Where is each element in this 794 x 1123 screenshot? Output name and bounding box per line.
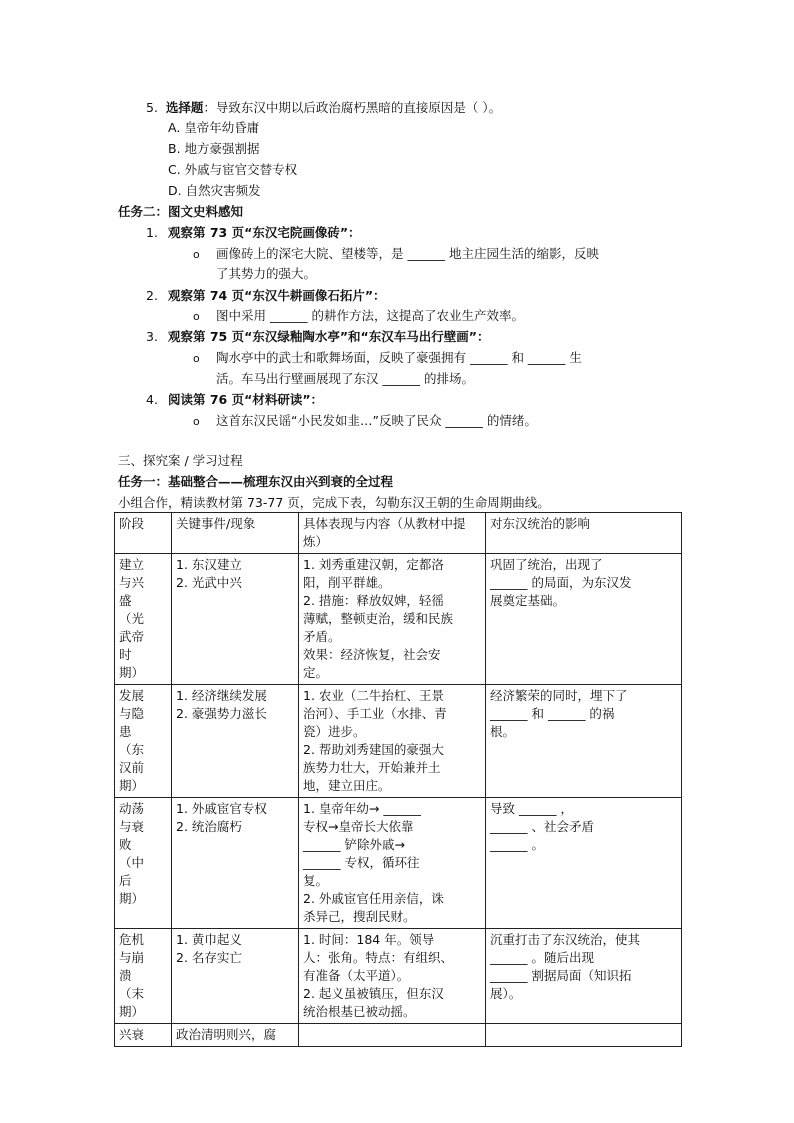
task1-heading: 任务一：基础整合——梳理东汉由兴到衰的全过程: [118, 474, 394, 489]
cell-line: 时: [119, 647, 132, 662]
cell-line: 2. 帮助刘秀建国的豪强大: [303, 742, 444, 757]
cell-line: 2. 措施：释放奴婢，轻徭: [303, 593, 444, 608]
stage-cell: [115, 1024, 172, 1047]
cell-line: 巩固了统治，出现了: [490, 557, 603, 572]
header-impact: 对东汉统治的影响: [486, 513, 682, 554]
cell-line: 1. 黄巾起义: [176, 932, 242, 947]
item-title: 观察第 73 页“东汉宅院画像砖”：: [168, 225, 361, 240]
details-cell: [299, 798, 486, 929]
cell-line: ______ 。: [490, 837, 544, 852]
cell-line: （中: [119, 855, 145, 870]
cell-line: 2. 统治腐朽: [176, 819, 242, 834]
task2-item-1-bullet-line2: 了其势力的强大。: [216, 266, 317, 281]
option-c: C. 外戚与宦官交替专权: [168, 162, 298, 177]
cell-line: 1. 东汉建立: [176, 557, 242, 572]
cell-line: ______ 、社会矛盾: [490, 819, 594, 834]
cell-line: 盛: [119, 593, 132, 608]
question-text: ：导致东汉中期以后政治腐朽黑暗的直接原因是（ ）。: [203, 100, 502, 115]
item-number: 4.: [146, 392, 158, 407]
cell-line: 1. 时间：184 年。领导: [303, 932, 435, 947]
cell-line: 统治根基已被动摇。: [303, 1004, 416, 1019]
item-number: 2.: [146, 288, 158, 303]
cell-line: 1. 皇帝年幼→ ______: [303, 801, 421, 816]
details-cell: [299, 554, 486, 685]
cell-line: ______ 。随后出现: [490, 950, 594, 965]
impact-cell: [486, 1024, 682, 1047]
cell-line: ______ 的局面，为东汉发: [490, 575, 632, 590]
cell-line: 患: [119, 724, 132, 739]
task2-item-4-bullet-line1: 这首东汉民谣“小民发如韭…”反映了民众 ______ 的情绪。: [216, 413, 537, 428]
cell-line: 期）: [119, 665, 145, 680]
cell-line: （东: [119, 742, 145, 757]
cell-line: 专权→皇帝长大依靠: [303, 819, 414, 834]
stage-cell: [115, 798, 172, 929]
task2-item-1-title: [146, 223, 361, 243]
bullet-icon: o: [193, 352, 200, 365]
task2-item-3-bullet-line2: 活。车马出行壁画展现了东汉 ______ 的排场。: [216, 371, 474, 386]
cell-line: 2. 外戚宦官任用亲信，诛: [303, 891, 444, 906]
cell-line: 与兴: [119, 575, 145, 590]
item-title: 阅读第 76 页“材料研读”：: [168, 392, 324, 407]
cell-line: 与隐: [119, 706, 145, 721]
cell-line: 与衰: [119, 819, 145, 834]
item-number: 3.: [146, 329, 158, 344]
cell-line: 汉前: [119, 760, 145, 775]
stage-cell: [115, 685, 172, 798]
details-cell: [299, 1024, 486, 1047]
bullet-icon: o: [193, 415, 200, 428]
events-cell: [172, 929, 299, 1024]
table-row: [115, 554, 682, 685]
item-title: 观察第 75 页“东汉绿釉陶水亭”和“东汉车马出行壁画”：: [168, 329, 490, 344]
cell-line: 2. 名存实亡: [176, 950, 242, 965]
cell-line: 1. 外戚宦官专权: [176, 801, 267, 816]
cell-line: 展奠定基础。: [490, 593, 566, 608]
header-events: 关键事件/现象: [172, 513, 299, 554]
impact-cell: [486, 554, 682, 685]
bullet-icon: o: [193, 248, 200, 261]
cell-line: 政治清明则兴，腐: [176, 1027, 277, 1042]
impact-cell: [486, 798, 682, 929]
cell-line: 建立: [119, 557, 145, 572]
cell-line: （末: [119, 986, 145, 1001]
question-number: 5.: [146, 100, 158, 115]
task2-item-4-title: [146, 390, 323, 410]
cell-line: 沉重打击了东汉统治，使其: [490, 932, 641, 947]
option-d: D. 自然灾害频发: [168, 183, 261, 198]
task2-heading: 任务二：图文史料感知: [118, 204, 244, 219]
cell-line: 1. 刘秀重建汉朝，定都洛: [303, 557, 444, 572]
cell-line: 阳，削平群雄。: [303, 575, 391, 590]
cell-line: 期）: [119, 891, 145, 906]
cell-line: （光: [119, 611, 145, 626]
task2-item-1-bullet-line1: 画像砖上的深宅大院、望楼等，是 ______ 地主庄园生活的缩影，反映: [216, 246, 599, 261]
section3-heading: 三、探究案 / 学习过程: [118, 453, 243, 468]
details-cell: [299, 685, 486, 798]
cell-line: 地，建立田庄。: [303, 778, 391, 793]
item-title: 观察第 74 页“东汉牛耕画像石拓片”：: [168, 288, 386, 303]
stage-cell: [115, 554, 172, 685]
option-b: B. 地方豪强割据: [168, 141, 260, 156]
task1-instruction: 小组合作，精读教材第 73-77 页，完成下表，勾勒东汉王朝的生命周期曲线。: [118, 495, 550, 510]
cell-line: 经济繁荣的同时，埋下了: [490, 688, 628, 703]
cell-line: 展）。: [490, 986, 522, 1001]
impact-cell: [486, 929, 682, 1024]
cell-line: 2. 豪强势力滋长: [176, 706, 267, 721]
item-number: 1.: [146, 225, 158, 240]
cell-line: 族势力壮大，开始兼并土: [303, 760, 441, 775]
task2-item-2-title: [146, 286, 386, 306]
table-row: [115, 798, 682, 929]
header-details: 具体表现与内容（从教材中提炼）: [299, 513, 486, 554]
bullet-icon: o: [193, 310, 200, 323]
cell-line: 效果：经济恢复，社会安: [303, 647, 441, 662]
cell-line: 发展: [119, 688, 145, 703]
task2-item-3-bullet-line1: 陶水亭中的武士和歌舞场面，反映了豪强拥有 ______ 和 ______ 生: [216, 350, 582, 365]
cell-line: ______ 割据局面（知识拓: [490, 968, 632, 983]
cell-line: 人：张角。特点：有组织、: [303, 950, 454, 965]
table-row: [115, 1024, 682, 1047]
cell-line: 1. 经济继续发展: [176, 688, 267, 703]
cell-line: 与崩: [119, 950, 145, 965]
cell-line: 有准备（太平道）。: [303, 968, 410, 983]
events-cell: [172, 685, 299, 798]
question-type-label: 选择题: [165, 100, 204, 115]
cell-line: 根。: [490, 724, 516, 739]
cell-line: 薄赋，整顿吏治，缓和民族: [303, 611, 454, 626]
table-row: [115, 929, 682, 1024]
table-header-row: [115, 513, 682, 554]
cell-line: 定。: [303, 665, 329, 680]
cell-line: 杀异己，搜刮民财。: [303, 909, 416, 924]
cell-line: 2. 起义虽被镇压，但东汉: [303, 986, 444, 1001]
cell-line: ______ 铲除外戚→: [303, 837, 405, 852]
events-cell: [172, 554, 299, 685]
events-cell: [172, 798, 299, 929]
task2-item-2-bullet-line1: 图中采用 ______ 的耕作方法，这提高了农业生产效率。: [216, 308, 524, 323]
cell-line: 瓷）进步。: [303, 724, 366, 739]
cell-line: 兴衰: [119, 1027, 145, 1042]
cell-line: 武帝: [119, 629, 145, 644]
question-5-stem: [146, 98, 501, 118]
cell-line: ______ 和 ______ 的祸: [490, 706, 615, 721]
cell-line: 矛盾。: [303, 629, 341, 644]
cell-line: 动荡: [119, 801, 145, 816]
cell-line: 危机: [119, 932, 145, 947]
history-table: [114, 512, 682, 1047]
cell-line: 败: [119, 837, 132, 852]
cell-line: 治河）、手工业（水排、青: [303, 706, 447, 721]
cell-line: 期）: [119, 1004, 145, 1019]
events-cell: [172, 1024, 299, 1047]
cell-line: 溃: [119, 968, 132, 983]
details-cell: [299, 929, 486, 1024]
cell-line: 后: [119, 873, 132, 888]
stage-cell: [115, 929, 172, 1024]
option-a: A. 皇帝年幼昏庸: [168, 120, 260, 135]
table-row: [115, 685, 682, 798]
cell-line: 导致 ______ ，: [490, 801, 573, 816]
header-stage: 阶段: [115, 513, 172, 554]
cell-line: 复。: [303, 873, 329, 888]
cell-line: ______ 专权，循环往: [303, 855, 420, 870]
cell-line: 1. 农业（二牛抬杠、王景: [303, 688, 444, 703]
cell-line: 2. 光武中兴: [176, 575, 242, 590]
cell-line: 期）: [119, 778, 145, 793]
impact-cell: [486, 685, 682, 798]
task2-item-3-title: [146, 327, 489, 347]
